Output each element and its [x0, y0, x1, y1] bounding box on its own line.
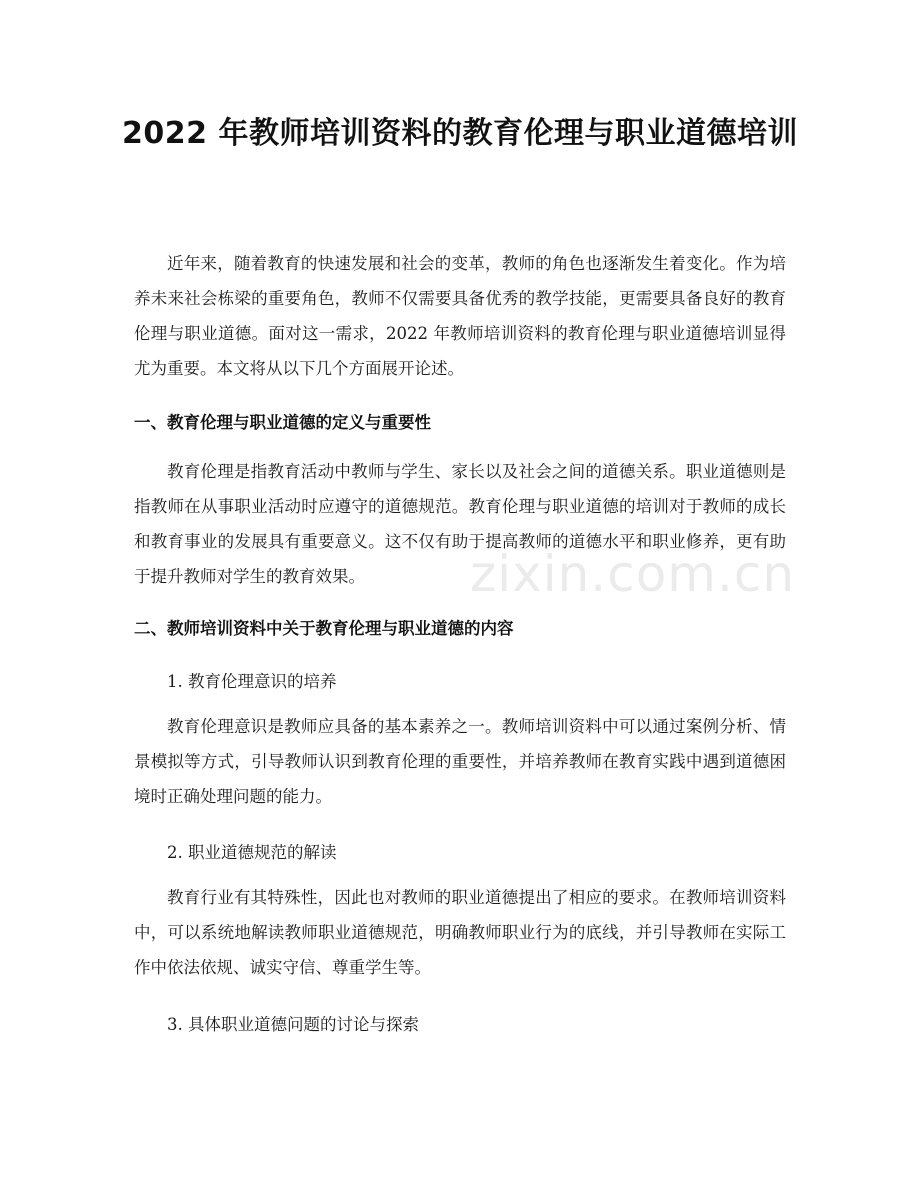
section1-paragraph: 教育伦理是指教育活动中教师与学生、家长以及社会之间的道德关系。职业道德则是指教师在从事职业活动时应遵守的道德规范。教育伦理与职业道德的培训对于教师的成长和教育事业的发展具有重要意义。这不仅有助于提高教师的道德水平和职业修养，更有助于提升教师对学生的教育效果。: [134, 462, 786, 586]
watermark: zixin.com.cn: [470, 545, 796, 603]
item2-paragraph: 教育行业有其特殊性，因此也对教师的职业道德提出了相应的要求。在教师培训资料中，可以系统地解读教师职业道德规范，明确教师职业行为的底线，并引导教师在实际工作中依法依规、诚实守信、尊重学生等。: [134, 888, 786, 977]
section2-heading: 二、教师培训资料中关于教育伦理与职业道德的内容: [134, 619, 514, 638]
item2-heading: 2. 职业道德规范的解读: [167, 843, 337, 862]
document-title: 2022 年教师培训资料的教育伦理与职业道德培训: [122, 116, 798, 151]
item1-paragraph: 教育伦理意识是教师应具备的基本素养之一。教师培训资料中可以通过案例分析、情景模拟等方式，引导教师认识到教育伦理的重要性，并培养教师在教育实践中遇到道德困境时正确处理问题的能力。: [134, 717, 786, 806]
section1-heading: 一、教育伦理与职业道德的定义与重要性: [134, 413, 431, 432]
item3-heading: 3. 具体职业道德问题的讨论与探索: [167, 1015, 419, 1034]
item1-heading: 1. 教育伦理意识的培养: [167, 672, 337, 691]
intro-paragraph: 近年来，随着教育的快速发展和社会的变革，教师的角色也逐渐发生着变化。作为培养未来社会栋梁的重要角色，教师不仅需要具备优秀的教学技能，更需要具备良好的教育伦理与职业道德。面对这一需求，2022 年教师培训资料的教育伦理与职业道德培训显得尤为重要。本文将从以下几个方面展开论述。: [134, 254, 786, 378]
